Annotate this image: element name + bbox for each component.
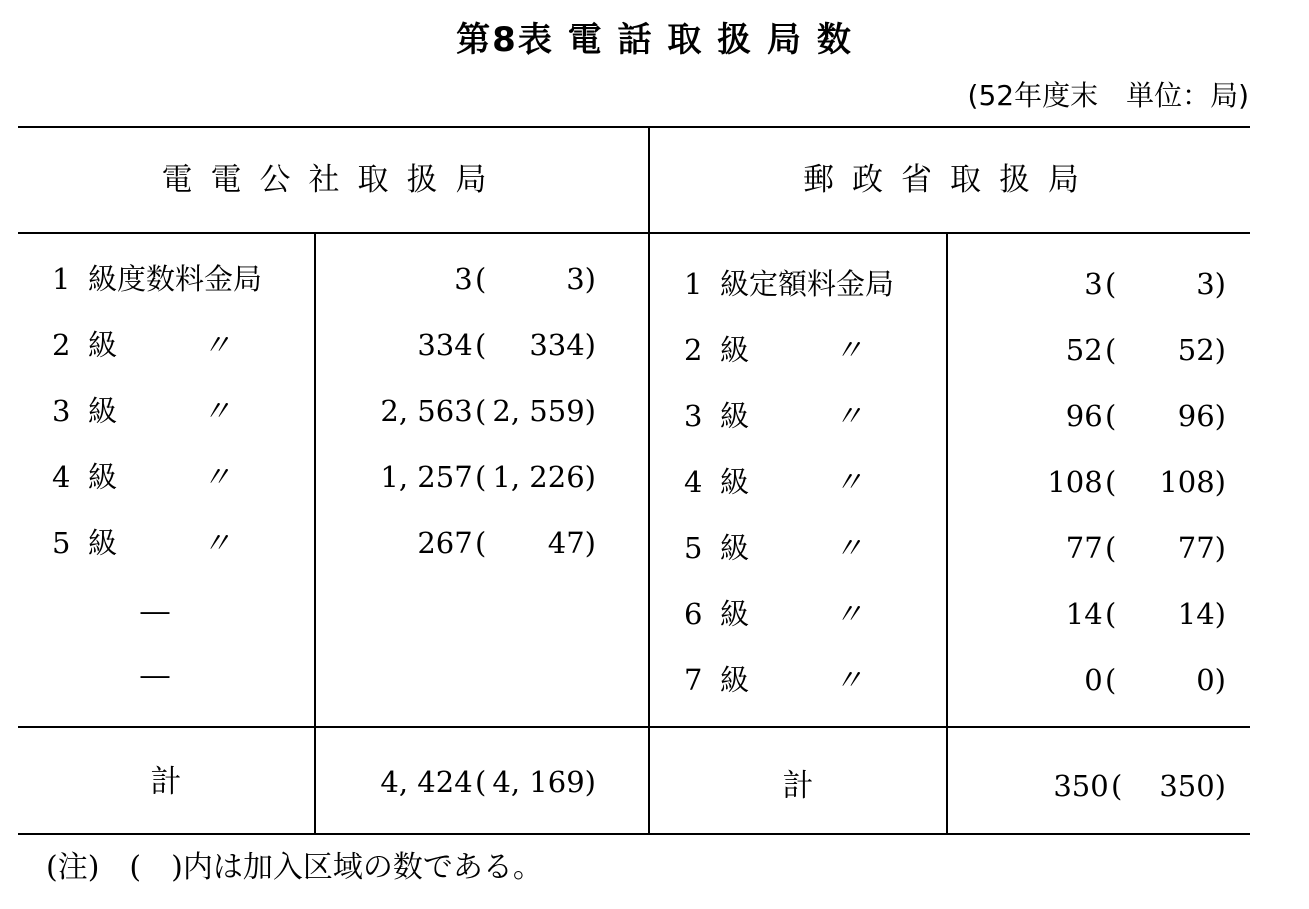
ditto-mark: 〃 xyxy=(202,394,232,428)
dash-placeholder: ― xyxy=(140,594,170,628)
grade-number: 3 xyxy=(52,394,71,428)
footnote: (注) ( )内は加入区域の数である。 xyxy=(46,850,543,885)
ditto-mark: 〃 xyxy=(834,333,864,367)
grade-number: 4 xyxy=(52,460,71,494)
office-count: 14 xyxy=(1065,597,1103,631)
office-count: 267 xyxy=(417,526,473,560)
grade-label: 級 xyxy=(720,663,750,697)
ditto-mark: 〃 xyxy=(202,328,232,362)
post-total-value: 350( 350) xyxy=(948,761,1226,811)
ditto-mark: 〃 xyxy=(834,531,864,565)
grade-label: 級 xyxy=(88,526,118,560)
grade-number: 5 xyxy=(52,526,71,560)
ntt-row-label xyxy=(52,320,302,370)
office-count: 52 xyxy=(1065,333,1103,367)
grade-number: 3 xyxy=(684,399,703,433)
post-row-value: 108( 108) xyxy=(948,457,1226,507)
post-row-value: 77( 77) xyxy=(948,523,1226,573)
grade-label: 級 xyxy=(88,328,118,362)
area-count: 2, 559 xyxy=(492,394,585,428)
post-row-value: 3( 3) xyxy=(948,259,1226,309)
grade-label: 級 xyxy=(720,399,750,433)
ntt-row-label xyxy=(52,452,302,502)
ntt-total-area: 4, 169 xyxy=(492,765,585,799)
ntt-row-label xyxy=(52,386,302,436)
office-count: 77 xyxy=(1065,531,1103,565)
post-total-area: 350 xyxy=(1159,769,1215,803)
grade-number: 4 xyxy=(684,465,703,499)
divider-center xyxy=(648,126,650,833)
grade-number: 7 xyxy=(684,663,703,697)
area-count: 96 xyxy=(1177,399,1215,433)
rule-total xyxy=(18,726,1250,728)
grade-number: 1 xyxy=(52,262,71,296)
ntt-total-value: 4, 424( 4, 169) xyxy=(316,757,596,807)
ntt-row-value: 3( 3) xyxy=(316,254,596,304)
grade-label: 級 xyxy=(720,333,750,367)
ntt-row-value: 334( 334) xyxy=(316,320,596,370)
grade-label: 級 xyxy=(720,531,750,565)
post-row-value: 14( 14) xyxy=(948,589,1226,639)
area-count: 77 xyxy=(1177,531,1215,565)
office-count: 2, 563 xyxy=(380,394,473,428)
grade-label: 級 xyxy=(720,465,750,499)
rule-bottom xyxy=(18,833,1250,835)
grade-label: 級 xyxy=(88,394,118,428)
grade-number: 2 xyxy=(684,333,703,367)
ntt-row-label xyxy=(52,254,302,304)
grade-number: 2 xyxy=(52,328,71,362)
ditto-mark: 〃 xyxy=(834,399,864,433)
area-count: 1, 226 xyxy=(492,460,585,494)
post-row-label xyxy=(684,589,934,639)
post-row-label xyxy=(684,391,934,441)
office-count: 96 xyxy=(1065,399,1103,433)
ditto-mark: 〃 xyxy=(834,663,864,697)
ntt-row-value: 2, 563( 2, 559) xyxy=(316,386,596,436)
post-total-label: 計 xyxy=(782,768,814,804)
area-count: 3 xyxy=(1196,267,1215,301)
grade-label: 級 xyxy=(720,597,750,631)
office-count: 3 xyxy=(1084,267,1103,301)
area-count: 14 xyxy=(1177,597,1215,631)
grade-label: 級 xyxy=(88,460,118,494)
area-count: 0 xyxy=(1196,663,1215,697)
post-row-value: 96( 96) xyxy=(948,391,1226,441)
unit-note: (52年度末 単位：局) xyxy=(967,79,1249,112)
area-count: 52 xyxy=(1177,333,1215,367)
ntt-total-label: 計 xyxy=(150,764,182,800)
dash-placeholder: ― xyxy=(140,658,170,692)
ntt-row-value: 1, 257( 1, 226) xyxy=(316,452,596,502)
post-row-label xyxy=(684,259,934,309)
post-row-value: 0( 0) xyxy=(948,655,1226,705)
office-count: 3 xyxy=(454,262,473,296)
office-count: 1, 257 xyxy=(380,460,473,494)
ditto-mark: 〃 xyxy=(834,465,864,499)
post-total-number: 350 xyxy=(1053,769,1109,803)
area-count: 334 xyxy=(529,328,585,362)
area-count: 47 xyxy=(547,526,585,560)
ntt-header: 電電公社取扱局 xyxy=(161,162,505,198)
office-count: 0 xyxy=(1084,663,1103,697)
post-row-label xyxy=(684,325,934,375)
ditto-mark: 〃 xyxy=(202,526,232,560)
grade-number: 1 xyxy=(684,267,703,301)
page-title: 第8表 電 話 取 扱 局 数 xyxy=(456,20,853,60)
ntt-row-value: 267( 47) xyxy=(316,518,596,568)
grade-number: 5 xyxy=(684,531,703,565)
area-count: 3 xyxy=(566,262,585,296)
post-row-label xyxy=(684,457,934,507)
post-row-label xyxy=(684,523,934,573)
grade-number: 6 xyxy=(684,597,703,631)
post-row-label xyxy=(684,655,934,705)
rule-top xyxy=(18,126,1250,128)
post-header: 郵政省取扱局 xyxy=(803,162,1097,198)
ditto-mark: 〃 xyxy=(834,597,864,631)
ntt-row-label xyxy=(52,518,302,568)
ntt-total-number: 4, 424 xyxy=(380,765,473,799)
rule-header xyxy=(18,232,1250,234)
grade-label: 級度数料金局 xyxy=(88,262,263,296)
ditto-mark: 〃 xyxy=(202,460,232,494)
office-count: 108 xyxy=(1047,465,1103,499)
office-count: 334 xyxy=(417,328,473,362)
post-row-value: 52( 52) xyxy=(948,325,1226,375)
area-count: 108 xyxy=(1159,465,1215,499)
grade-label: 級定額料金局 xyxy=(720,267,895,301)
